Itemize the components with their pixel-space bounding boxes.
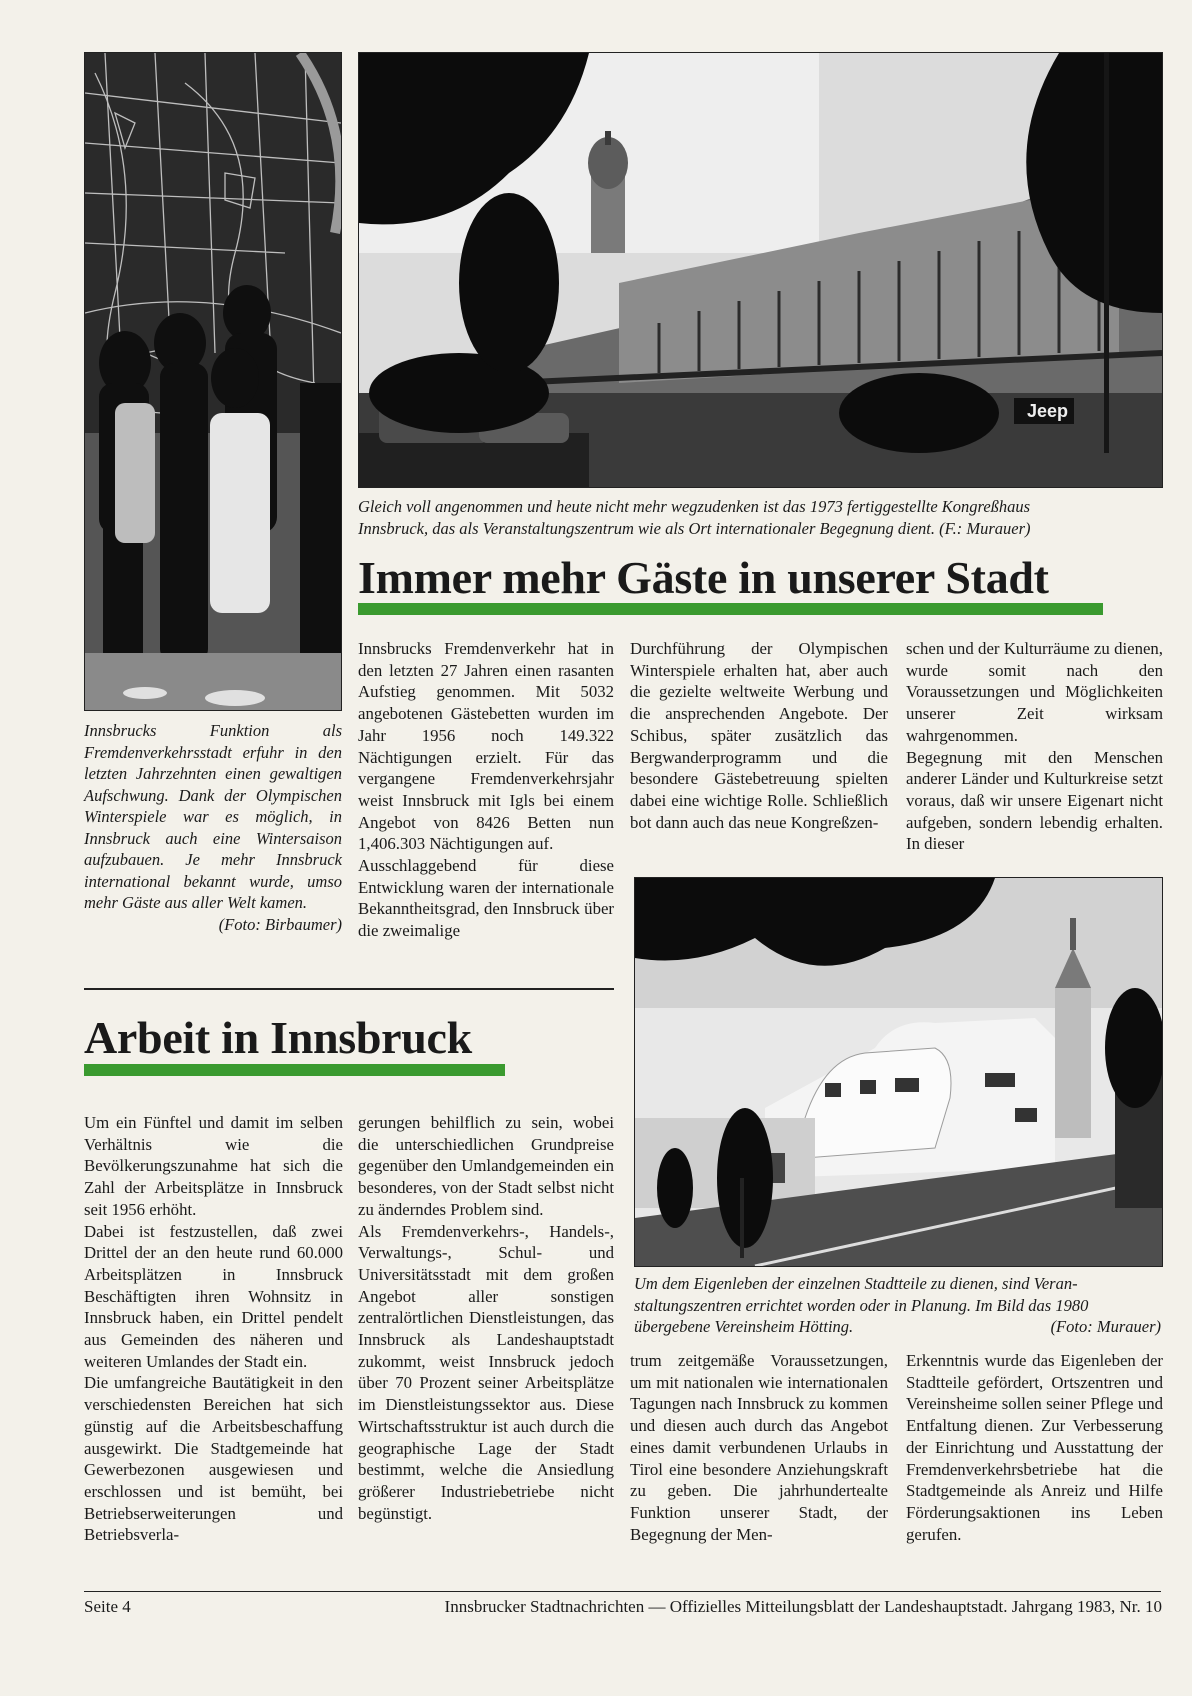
tourists-caption-text: Innsbrucks Funktion als Fremdenverkehrsstadt erfuhr in den letzten Jahrzehnten einen gewaltigen Aufschwung. Dank der Olympischen Winterspiele war es möglich, in Innsbruck auch eine Wintersaison aufzubauen. Je mehr Innsbruck international bekannt wurde, umso mehr Gäste aus aller Welt kamen. xyxy=(84,721,342,912)
footer-publication: Innsbrucker Stadtnachrichten — Offizielles Mitteilungsblatt der Landeshauptstadt. Jahrgang 1983, Nr. 10 xyxy=(444,1597,1162,1616)
section-divider xyxy=(84,988,614,990)
vereinsheim-caption-line1: Um dem Eigenleben der einzelnen Stadtteile zu dienen, sind Veran- xyxy=(634,1274,1078,1293)
footer-page-number: Seite 4 xyxy=(84,1597,131,1616)
kongresshaus-caption-line2: Innsbruck, das als Veranstaltungszentrum wie als Ort internationaler Begegnung dient. (F.: Murauer) xyxy=(358,518,1031,538)
article-1-column-2 xyxy=(630,638,888,833)
photo-tourists-at-map xyxy=(84,52,342,711)
vereinsheim-caption-line3: übergebene Vereinsheim Hötting. xyxy=(634,1317,854,1336)
vereinsheim-caption-line2: staltungszentren errichtet worden oder in Planung. Im Bild das 1980 xyxy=(634,1295,1089,1315)
article-1-column-3-continued xyxy=(906,1350,1163,1545)
article-1-column-3 xyxy=(906,638,1163,855)
article-1-col2b-para-1: trum zeitgemäße Voraussetzungen, um mit nationalen wie internationalen Tagungen nach Innsbruck zu kommen und diesen auch durch das Angebot eines damit verbundenen Urlaubs in Tirol eine besondere Anziehungskraft zu geben. Die jahrhundertealte Funktion unserer Stadt, der Begegnung der Men- xyxy=(630,1351,888,1544)
photo-vereinsheim-hoetting xyxy=(634,877,1163,1267)
article-1-col3-para-2: Begegnung mit den Menschen anderer Länder und Kulturkreise setzt voraus, daß wir unsere Eigenart nicht aufgeben, sondern lebendig erhalten. In dieser xyxy=(906,747,1163,854)
article-1-col1-para-2: Ausschlaggebend für diese Entwicklung waren der internationale Bekanntheitsgrad, den Innsbruck über die zweimalige xyxy=(358,856,614,941)
photo-kongresshaus xyxy=(358,52,1163,488)
tourists-caption-credit: (Foto: Birbaumer) xyxy=(218,914,342,934)
jeep-sign-text: Jeep xyxy=(1027,401,1069,421)
article-1-col3b-para-1: Erkenntnis wurde das Eigenleben der Stadtteile gefördert, Ortszentren und Vereinsheime sollen seiner Pflege und Entfaltung dienen. Zur Verbesserung der Einrichtung und Ausstattung der Fremdenverkehrsbetriebe hat die Stadtgemeinde als Anreiz und Hilfe Förderungsaktionen ins Leben gerufen. xyxy=(906,1351,1163,1544)
headline-article-2: Arbeit in Innsbruck xyxy=(84,1012,472,1063)
article-1-col3-para-1: schen und der Kulturräume zu dienen, wurde somit nach den Voraussetzungen und Möglichkeiten unserer Zeit wirksam wahrgenommen. xyxy=(906,639,1163,745)
article-2-column-2 xyxy=(358,1112,614,1524)
article-2-col1-para-1: Um ein Fünftel und damit im selben Verhältnis wie die Bevölkerungszunahme hat sich die Zahl der Arbeitsplätze in Innsbruck seit 1956 erhöht. xyxy=(84,1113,343,1219)
vereinsheim-caption xyxy=(634,1273,1161,1338)
article-1-col1-para-1: Innsbrucks Fremdenverkehr hat in den letzten 27 Jahren einen rasanten Aufstieg genommen. Mit 5032 angebotenen Gästebetten wurden im Jahr 1956 noch 149.322 Nächtigungen erzielt. Für das vergangene Fremdenverkehrsjahr weist Innsbruck mit Igls bei einem Angebot von 8426 Betten nun 1,406.303 Nächtigungen auf. xyxy=(358,639,614,854)
vereinsheim-caption-credit: (Foto: Murauer) xyxy=(1050,1317,1161,1336)
vereinsheim-caption-line3-row xyxy=(634,1316,1161,1338)
article-1-col2-para-1: Durchführung der Olympischen Winterspiele erhalten hat, aber auch die gezielte weltweite Werbung und die ansprechenden Angebote. Der Schibus, später zusätzlich das Bergwanderprogramm und die besondere Gästebetreuung spielten dabei eine wichtige Rolle. Schließlich bot dann auch das neue Kongreßzen- xyxy=(630,639,888,832)
article-2-col1-para-2: Dabei ist festzustellen, daß zwei Drittel der an den heute rund 60.000 Arbeitsplätzen in Innsbruck Beschäftigten ihren Wohnsitz in Innsbruck haben, ein Drittel pendelt aus Gemeinden des näheren und weiteren Umlandes der Stadt ein. xyxy=(84,1221,343,1371)
article-1-column-2-continued xyxy=(630,1350,888,1545)
article-1-column-1 xyxy=(358,638,614,942)
article-2-col2-para-1: gerungen behilflich zu sein, wobei die unterschiedlichen Grundpreise gegenüber den Umlandgemeinden ein besonderes, von der Stadt selbst nicht zu änderndes Problem sind. xyxy=(358,1113,614,1219)
article-2-column-1 xyxy=(84,1112,343,1546)
headline-article-2-underline xyxy=(84,1064,505,1076)
headline-article-1-underline xyxy=(358,603,1103,615)
headline-article-1: Immer mehr Gäste in unserer Stadt xyxy=(358,552,1049,603)
footer-rule xyxy=(84,1591,1161,1592)
kongresshaus-caption xyxy=(358,496,1161,539)
kongresshaus-caption-line1: Gleich voll angenommen und heute nicht mehr wegzudenken ist das 1973 fertiggestellte Kongreßhaus xyxy=(358,497,1031,516)
article-2-col1-para-3: Die umfangreiche Bautätigkeit in den verschiedensten Bereichen hat sich günstig auf die Arbeitsbeschaffung ausgewirkt. Die Stadtgemeinde hat Gewerbezonen ausgewiesen und erschlossen und ist bemüht, bei Betriebserweiterungen und Betriebsverla- xyxy=(84,1373,343,1545)
article-2-col2-para-2: Als Fremdenverkehrs-, Handels-, Verwaltungs-, Schul- und Universitätsstadt mit dem großen Angebot aller sonstigen zentralörtlichen Dienstleistungen, das Innsbruck als Landeshauptstadt zukommt, weist Innsbruck jedoch über 70 Prozent seiner Arbeitsplätze im Dienstleistungssektor aus. Diese Wirtschaftsstruktur ist auch durch die geographische Lage der Stadt bestimmt, welche die Ansiedlung größerer Industriebetriebe nicht begünstigt. xyxy=(358,1221,614,1523)
tourists-caption xyxy=(84,720,342,935)
